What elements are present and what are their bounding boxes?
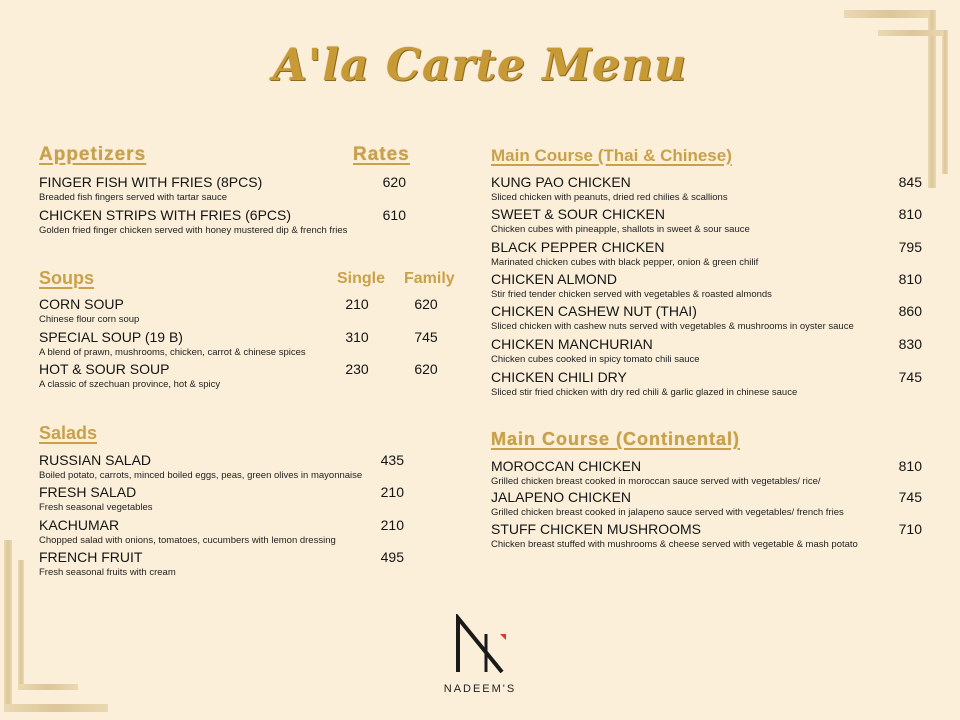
item-name: RUSSIAN SALAD [39, 452, 152, 468]
item-description: Chicken breast stuffed with mushrooms & cheese served with vegetable & mash potato [491, 539, 858, 550]
item-price: 495 [380, 549, 404, 565]
item-price: 810 [898, 271, 922, 287]
item-name: KUNG PAO CHICKEN [491, 174, 631, 190]
item-price: 845 [898, 174, 922, 190]
item-price: 610 [382, 207, 406, 223]
menu-item [39, 549, 176, 579]
item-price: 830 [898, 336, 922, 352]
item-description: Golden fried finger chicken served with honey mustered dip & french fries [39, 225, 348, 236]
item-description: A blend of prawn, mushrooms, chicken, carrot & chinese spices [39, 347, 306, 358]
item-name: HOT & SOUR SOUP [39, 361, 170, 377]
item-price: 435 [380, 452, 404, 468]
item-price-family: 620 [414, 296, 438, 312]
item-name: CHICKEN ALMOND [491, 271, 618, 287]
menu-item [491, 489, 844, 519]
item-price-family: 745 [414, 329, 438, 345]
item-name: CHICKEN CHILI DRY [491, 369, 627, 385]
menu-item [39, 296, 139, 326]
item-name: FRESH SALAD [39, 484, 137, 500]
item-price: 210 [380, 517, 404, 533]
item-price-family: 620 [414, 361, 438, 377]
item-price: 745 [898, 489, 922, 505]
item-description: Breaded fish fingers served with tartar sauce [39, 192, 227, 203]
rates-heading: Rates [353, 144, 410, 165]
item-name: FINGER FISH WITH FRIES (8PCS) [39, 174, 263, 190]
menu-item [39, 517, 336, 547]
menu-item [491, 303, 854, 333]
menu-item [491, 336, 700, 366]
item-description: Chopped salad with onions, tomatoes, cucumbers with lemon dressing [39, 535, 336, 546]
item-name: STUFF CHICKEN MUSHROOMS [491, 521, 701, 537]
family-heading: Family [404, 270, 455, 287]
menu-item [491, 239, 758, 269]
item-name: FRENCH FRUIT [39, 549, 143, 565]
nadeems-logo-icon [450, 614, 510, 674]
item-description: Fresh seasonal vegetables [39, 502, 153, 513]
item-description: Marinated chicken cubes with black pepper, onion & green chilif [491, 257, 759, 268]
item-description: Boiled potato, carrots, minced boiled eggs, peas, green olives in mayonnaise [39, 470, 363, 481]
soups-heading: Soups [39, 268, 95, 288]
item-price: 745 [898, 369, 922, 385]
item-description: Sliced chicken with peanuts, dried red chilies & scallions [491, 192, 728, 203]
single-heading: Single [337, 270, 386, 287]
item-price: 860 [898, 303, 922, 319]
item-description: Stir fried tender chicken served with vegetables & roasted almonds [491, 289, 772, 300]
item-name: KACHUMAR [39, 517, 120, 533]
item-price-single: 310 [345, 329, 369, 345]
item-price: 620 [382, 174, 406, 190]
item-description: Fresh seasonal fruits with cream [39, 567, 176, 578]
salads-heading: Salads [39, 423, 98, 443]
menu-item [491, 271, 772, 301]
item-description: Sliced chicken with cashew nuts served with vegetables & mushrooms in oyster sauce [491, 321, 854, 332]
menu-item [491, 206, 750, 236]
item-name: JALAPENO CHICKEN [491, 489, 632, 505]
item-description: Sliced stir fried chicken with dry red chili & garlic glazed in chinese sauce [491, 387, 798, 398]
main-course-thai-heading: Main Course (Thai & Chinese) [491, 146, 732, 165]
item-name: MOROCCAN CHICKEN [491, 458, 642, 474]
item-price: 710 [898, 521, 922, 537]
menu-item [491, 174, 728, 204]
corner-frame-top-right [844, 10, 936, 18]
item-name: CORN SOUP [39, 296, 124, 312]
item-price-single: 210 [345, 296, 369, 312]
item-description: Chicken cubes with pineapple, shallots in sweet & sour sauce [491, 224, 750, 235]
menu-item [39, 207, 347, 237]
menu-item [39, 174, 262, 204]
item-price: 795 [898, 239, 922, 255]
item-name: SPECIAL SOUP (19 B) [39, 329, 183, 345]
item-name: CHICKEN STRIPS WITH FRIES (6PCS) [39, 207, 292, 223]
item-price: 810 [898, 206, 922, 222]
appetizers-heading: Appetizers [39, 144, 147, 165]
menu-item [491, 521, 858, 551]
corner-frame-top-right-inner [878, 30, 948, 36]
menu-item [39, 329, 306, 359]
item-description: A classic of szechuan province, hot & spicy [39, 379, 221, 390]
item-name: CHICKEN MANCHURIAN [491, 336, 653, 352]
item-description: Grilled chicken breast cooked in jalapeno sauce served with vegetables/ french fries [491, 507, 844, 518]
item-description: Grilled chicken breast cooked in moroccan sauce served with vegetables/ rice/ [491, 476, 821, 487]
brand-name: NADEEM'S [443, 683, 517, 695]
menu-item [491, 369, 797, 399]
menu-title: A'la Carte Menu [272, 40, 688, 91]
corner-frame-bottom-left-inner [18, 560, 24, 690]
item-name: BLACK PEPPER CHICKEN [491, 239, 665, 255]
item-description: Chicken cubes cooked in spicy tomato chili sauce [491, 354, 700, 365]
menu-item [39, 484, 153, 514]
item-price: 210 [380, 484, 404, 500]
main-course-continental-heading: Main Course (Continental) [491, 429, 740, 449]
menu-item [491, 458, 821, 488]
corner-frame-top-right [928, 10, 936, 188]
menu-item [39, 452, 362, 482]
item-price: 810 [898, 458, 922, 474]
item-name: SWEET & SOUR CHICKEN [491, 206, 665, 222]
corner-frame-bottom-left [4, 704, 108, 712]
menu-item [39, 361, 220, 391]
item-description: Chinese flour corn soup [39, 314, 140, 325]
item-price-single: 230 [345, 361, 369, 377]
item-name: CHICKEN CASHEW NUT (THAI) [491, 303, 697, 319]
